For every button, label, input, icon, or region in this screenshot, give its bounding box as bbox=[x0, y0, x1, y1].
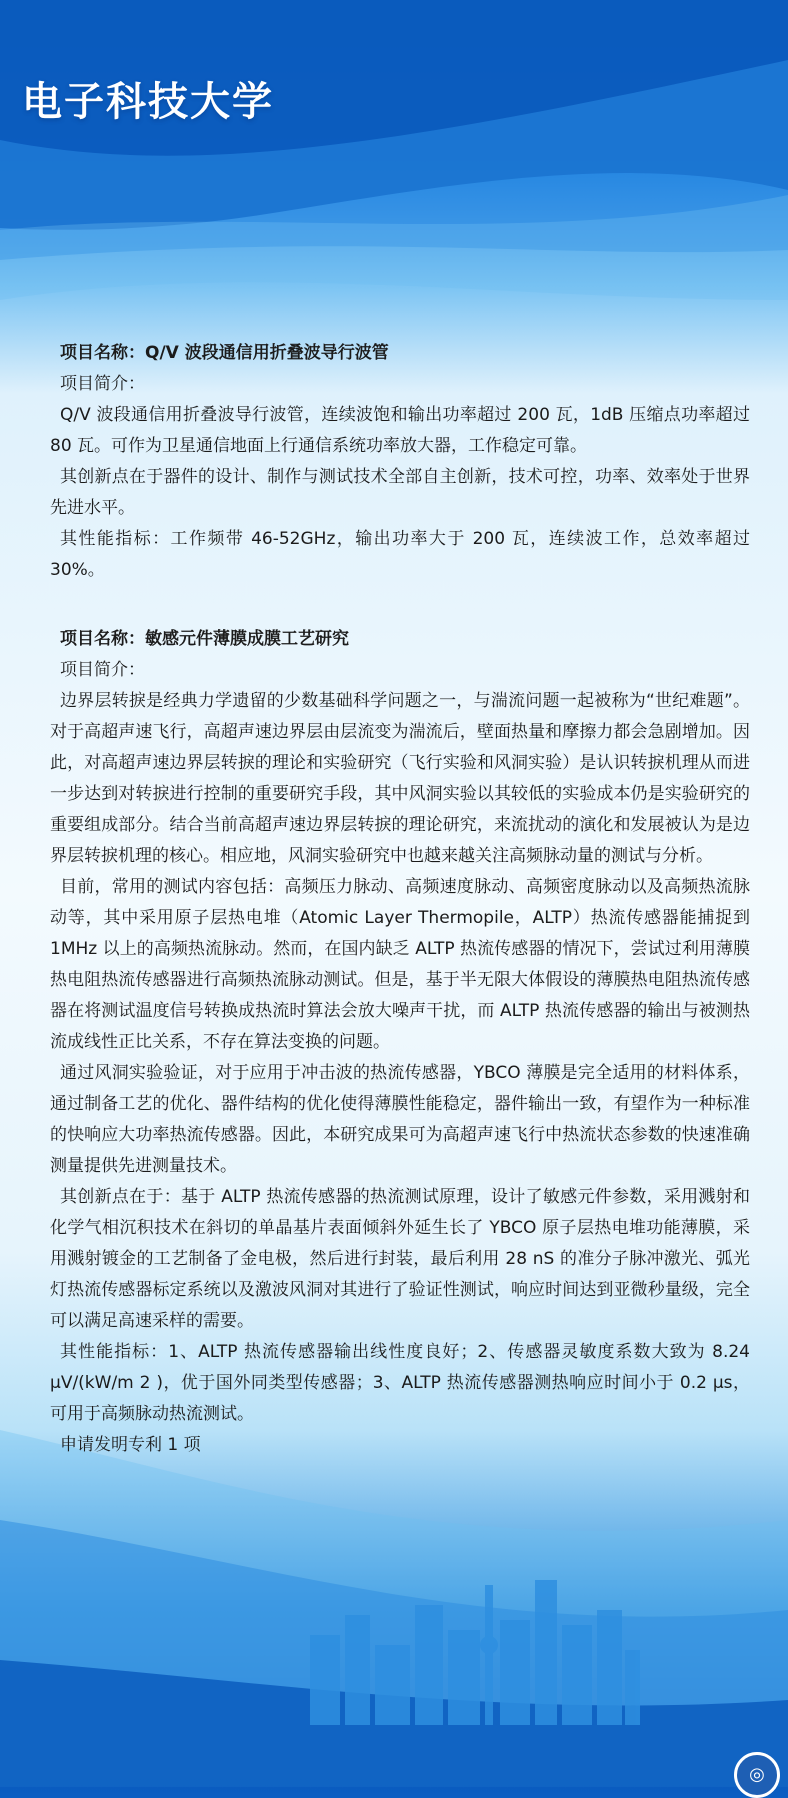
paragraph: 其性能指标：工作频带 46-52GHz，输出功率大于 200 瓦，连续波工作，总效率超过 30%。 bbox=[50, 529, 750, 580]
project-intro-label: 项目简介： bbox=[60, 374, 145, 394]
content-area bbox=[50, 338, 750, 1499]
paragraph: 目前，常用的测试内容包括：高频压力脉动、高频速度脉动、高频密度脉动以及高频热流脉动等，其中采用原子层热电堆（Atomic Layer Thermopile，ALTP）热流传感器能捕捉到 1MHz 以上的高频热流脉动。然而，在国内缺乏 ALTP 热流传感器的情况下，尝试过利用薄膜热电阻热流传感器进行高频热流脉动测试。但是，基于半无限大体假设的薄膜热电阻热流传感器在将测试温度信号转换成热流时算法会放大噪声干扰，而 ALTP 热流传感器的输出与被测热流成线性正比关系，不存在算法变换的问题。 bbox=[50, 877, 750, 1052]
project-intro-label: 项目简介： bbox=[60, 660, 145, 680]
project-block bbox=[50, 338, 750, 586]
logo-icon: ◎ bbox=[734, 1752, 780, 1798]
paragraph: 通过风洞实验验证，对于应用于冲击波的热流传感器，YBCO 薄膜是完全适用的材料体系，通过制备工艺的优化、器件结构的优化使得薄膜性能稳定，器件输出一致，有望作为一种标准的快响应大功率热流传感器。因此，本研究成果可为高超声速飞行中热流状态参数的快速准确测量提供先进测量技术。 bbox=[50, 1063, 750, 1176]
paragraph: 其性能指标：1、ALTP 热流传感器输出线性度良好；2、传感器灵敏度系数大致为 8.24 μV/(kW/m 2 )，优于国外同类型传感器；3、ALTP 热流传感器测热响应时间小于 0.2 μs，可用于高频脉动热流测试。 bbox=[50, 1342, 750, 1424]
university-name: 电子科技大学 bbox=[22, 79, 274, 125]
paragraph: 其创新点在于：基于 ALTP 热流传感器的热流测试原理，设计了敏感元件参数，采用溅射和化学气相沉积技术在斜切的单晶基片表面倾斜外延生长了 YBCO 原子层热电堆功能薄膜，采用溅射镀金的工艺制备了金电极，然后进行封装，最后利用 28 nS 的准分子脉冲激光、弧光灯热流传感器标定系统以及激波风洞对其进行了验证性测试，响应时间达到亚微秒量级，完全可以满足高速采样的需要。 bbox=[50, 1187, 750, 1331]
project-block bbox=[50, 624, 750, 1461]
project-name: 项目名称：Q/V 波段通信用折叠波导行波管 bbox=[60, 343, 389, 363]
city-skyline-icon bbox=[310, 1575, 640, 1725]
paragraph: Q/V 波段通信用折叠波导行波管，连续波饱和输出功率超过 200 瓦，1dB 压缩点功率超过 80 瓦。可作为卫星通信地面上行通信系统功率放大器，工作稳定可靠。 bbox=[50, 405, 750, 456]
paragraph: 申请发明专利 1 项 bbox=[60, 1435, 201, 1455]
paragraph: 其创新点在于器件的设计、制作与测试技术全部自主创新，技术可控，功率、效率处于世界先进水平。 bbox=[50, 467, 750, 518]
paragraph: 边界层转捩是经典力学遗留的少数基础科学问题之一，与湍流问题一起被称为“世纪难题”。对于高超声速飞行，高超声速边界层由层流变为湍流后，壁面热量和摩擦力都会急剧增加。因此，对高超声速边界层转捩的理论和实验研究（飞行实验和风洞实验）是认识转捩机理从而进一步达到对转捩进行控制的重要研究手段，其中风洞实验以其较低的实验成本仍是实验研究的重要组成部分。结合当前高超声速边界层转捩的理论研究，来流扰动的演化和发展被认为是边界层转捩机理的核心。相应地，风洞实验研究中也越来越关注高频脉动量的测试与分析。 bbox=[50, 691, 750, 866]
project-name: 项目名称：敏感元件薄膜成膜工艺研究 bbox=[60, 629, 349, 649]
